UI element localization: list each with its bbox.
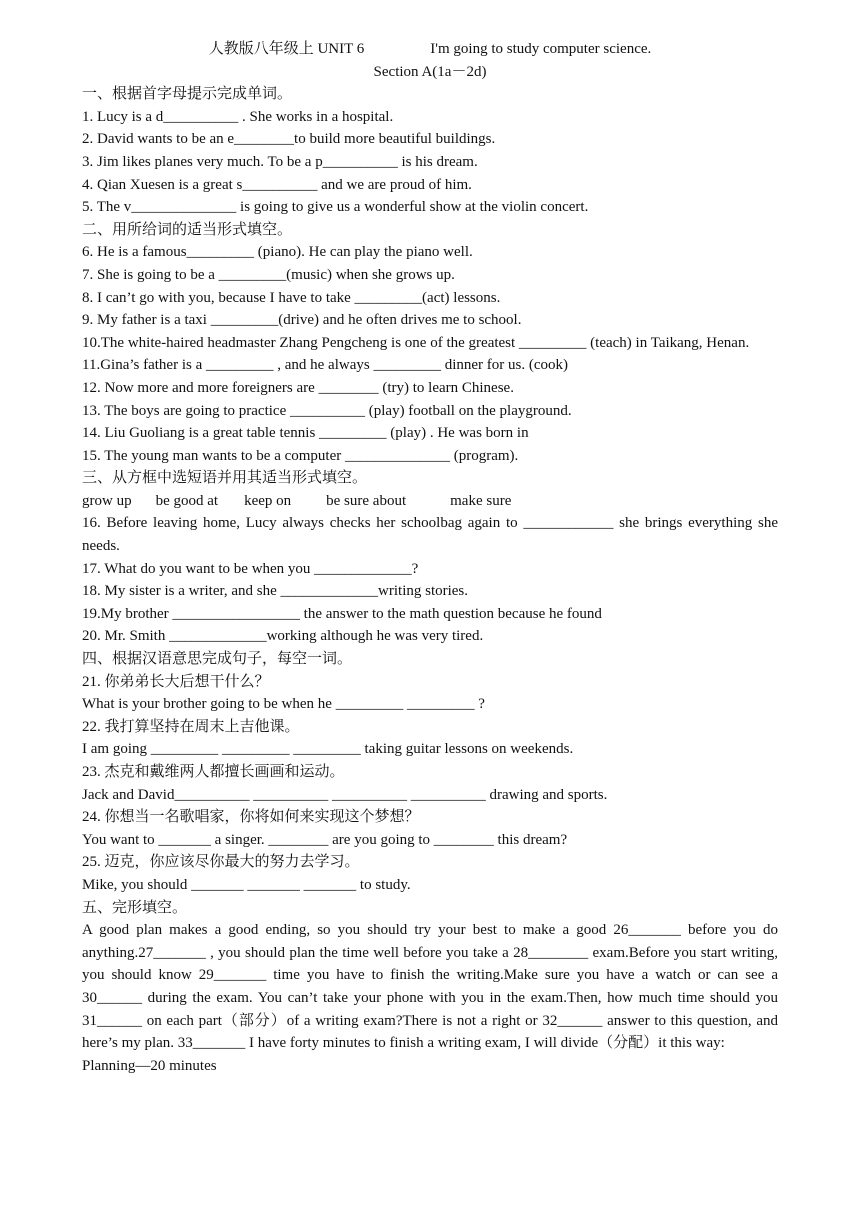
question-24-english: You want to _______ a singer. ________ are you going to ________ this dream?: [82, 831, 568, 848]
question-12: 12. Now more and more foreigners are ________ (try) to learn Chinese.: [82, 379, 514, 396]
question-25-english: Mike, you should _______ _______ _______ to study.: [82, 876, 411, 893]
question-24-chinese: 24. 你想当一名歌唱家，你将如何来实现这个梦想？: [82, 809, 420, 826]
question-17: 17. What do you want to be when you _____________?: [82, 560, 419, 577]
phrase-box: [82, 490, 778, 513]
question-22-english: I am going _________ _________ _________ taking guitar lessons on weekends.: [82, 741, 574, 758]
question-8: 8. I can’t go with you, because I have to take _________(act) lessons.: [82, 289, 501, 306]
phrase-option: be good at: [155, 492, 219, 509]
question-15: 15. The young man wants to be a computer ______________ (program).: [82, 447, 519, 464]
question-1: 1. Lucy is a d__________ . She works in a hospital.: [82, 108, 394, 125]
cloze-passage-last-line: Planning—20 minutes: [82, 1057, 217, 1074]
question-21-chinese: 21. 你弟弟长大后想干什么？: [82, 673, 270, 690]
question-20: 20. Mr. Smith _____________working although he was very tired.: [82, 628, 484, 645]
question-21-english: What is your brother going to be when he _________ _________ ?: [82, 696, 485, 713]
phrase-option: be sure about: [326, 492, 407, 509]
question-22-chinese: 22. 我打算坚持在周末上吉他课。: [82, 718, 300, 735]
phrase-option: grow up: [82, 492, 132, 509]
question-25-chinese: 25. 迈克，你应该尽你最大的努力去学习。: [82, 854, 360, 871]
section-heading-3: 三、从方框中选短语并用其适当形式填空。: [82, 470, 368, 487]
worksheet-subtitle: Section A(1a－2d): [373, 63, 487, 80]
worksheet-title: [82, 38, 778, 61]
question-9: 9. My father is a taxi _________(drive) and he often drives me to school.: [82, 312, 522, 329]
question-19: 19.My brother _________________ the answer to the math question because he found: [82, 605, 602, 622]
question-6: 6. He is a famous_________ (piano). He can play the piano well.: [82, 244, 473, 261]
question-23-english: Jack and David__________ __________ __________ __________ drawing and sports.: [82, 786, 608, 803]
question-7: 7. She is going to be a _________(music) when she grows up.: [82, 266, 455, 283]
question-3: 3. Jim likes planes very much. To be a p__________ is his dream.: [82, 153, 478, 170]
question-2: 2. David wants to be an e________to build more beautiful buildings.: [82, 131, 496, 148]
question-5: 5. The v______________ is going to give us a wonderful show at the violin concert.: [82, 199, 589, 216]
question-13: 13. The boys are going to practice __________ (play) football on the playground.: [82, 402, 572, 419]
question-14: 14. Liu Guoliang is a great table tennis _________ (play) . He was born in: [82, 425, 529, 442]
phrase-option: keep on: [244, 492, 292, 509]
phrase-option: make sure: [450, 492, 512, 509]
section-heading-5: 五、完形填空。: [82, 899, 188, 916]
question-16: 16. Before leaving home, Lucy always checks her schoolbag again to ____________ she brings everything she needs.: [82, 515, 778, 555]
question-4: 4. Qian Xuesen is a great s__________ and we are proud of him.: [82, 176, 472, 193]
title-topic: I'm going to study computer science.: [430, 41, 652, 57]
section-heading-4: 四、根据汉语意思完成句子，每空一词。: [82, 651, 353, 668]
section-heading-1: 一、根据首字母提示完成单词。: [82, 86, 293, 103]
question-18: 18. My sister is a writer, and she _____________writing stories.: [82, 583, 469, 600]
question-10: 10.The white-haired headmaster Zhang Pengcheng is one of the greatest _________ (teach) in Taikang, Henan.: [82, 334, 750, 351]
title-unit: 人教版八年级上 UNIT 6: [208, 41, 365, 57]
cloze-passage: A good plan makes a good ending, so you should try your best to make a good 26_______ before you do anything.27_______ , you should plan the time well before you take a 28________ exam.Before you start writing, you should know 29_______ time you have to finish the writing.Make sure you have a watch or can see a 30______ during the exam. You can’t take your phone with you in the exam.Then, how much time should you 31______ on each part（部分）of a writing exam?There is not a right or 32______ answer to this question, and here’s my plan. 33_______ I have forty minutes to finish a writing exam, I will divide（分配）it this way:: [82, 922, 778, 1052]
section-heading-2: 二、用所给词的适当形式填空。: [82, 221, 293, 238]
question-11: 11.Gina’s father is a _________ , and he always _________ dinner for us. (cook): [82, 357, 569, 374]
question-23-chinese: 23. 杰克和戴维两人都擅长画画和运动。: [82, 764, 345, 780]
